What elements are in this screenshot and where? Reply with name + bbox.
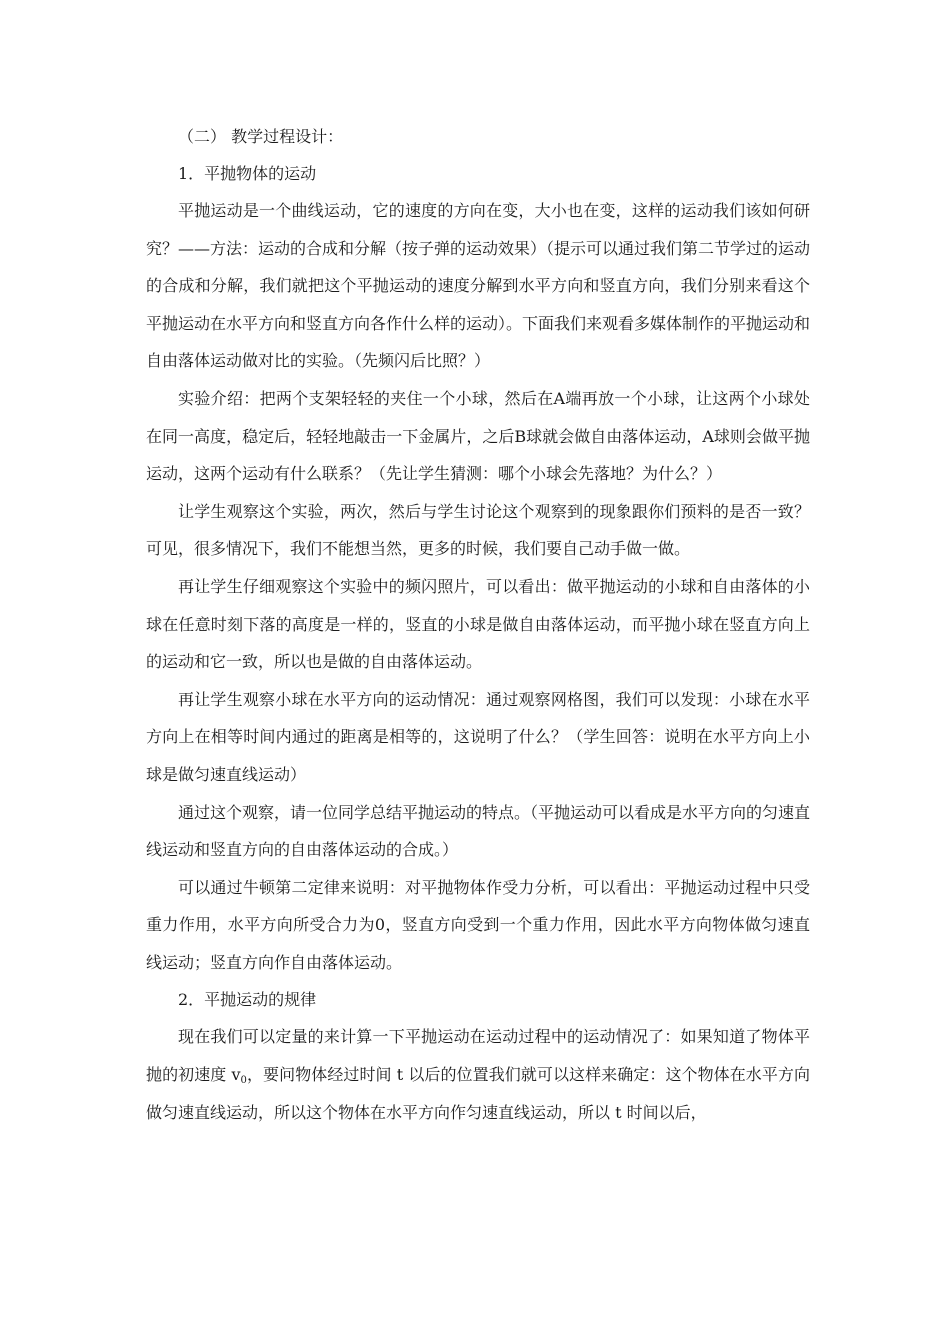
section-heading-design: （二） 教学过程设计： (178, 127, 344, 146)
paragraph-6: 通过这个观察，请一位同学总结平抛运动的特点。（平抛运动可以看成是水平方向的匀速直线运动和竖直方向的自由落体运动的合成。） (146, 802, 811, 860)
section-2-title: 2．平抛运动的规律 (178, 990, 317, 1010)
document-body (146, 118, 810, 1131)
paragraph-3: 让学生观察这个实验，两次，然后与学生讨论这个观察到的现象跟你们预料的是否一致？可见，很多情况下，我们不能想当然，更多的时候，我们要自己动手做一做。 (146, 501, 810, 559)
paragraph-8-end: ，要问物体经过时间 t 以后的位置我们就可以这样来确定：这个物体在水平方向做匀速直线运动，所以这个物体在水平方向作匀速直线运动，所以 t 时间以后， (146, 1065, 810, 1122)
paragraph-2: 实验介绍：把两个支架轻轻的夹住一个小球，然后在A端再放一个小球，让这两个小球处在同一高度，稳定后，轻轻地敲击一下金属片，之后B球就会做自由落体运动，A球则会做平抛运动，这两个运动有什么联系？（先让学生猜测：哪个小球会先落地？为什么？） (146, 388, 810, 484)
paragraph-1: 平抛运动是一个曲线运动，它的速度的方向在变，大小也在变，这样的运动我们该如何研究？——方法：运动的合成和分解（按子弹的运动效果）（提示可以通过我们第二节学过的运动的合成和分解，我们就把这个平抛运动的速度分解到水平方向和竖直方向，我们分别来看这个平抛运动在水平方向和竖直方向各作什么样的运动）。下面我们来观看多媒体制作的平抛运动和自由落体运动做对比的实验。（先频闪后比照？） (146, 201, 811, 371)
paragraph-7: 可以通过牛顿第二定律来说明：对平抛物体作受力分析，可以看出：平抛运动过程中只受重力作用，水平方向所受合力为0，竖直方向受到一个重力作用，因此水平方向物体做匀速直线运动；竖直方向作自由落体运动。 (146, 877, 810, 972)
paragraph-4: 再让学生仔细观察这个实验中的频闪照片，可以看出：做平抛运动的小球和自由落体的小球在任意时刻下落的高度是一样的，竖直的小球是做自由落体运动，而平抛小球在竖直方向上的运动和它一致，所以也是做的自由落体运动。 (146, 576, 810, 672)
section-1-title: 1．平抛物体的运动 (178, 164, 317, 183)
paragraph-8 (146, 1018, 810, 1131)
paragraph-8-start: 现在我们可以定量的来计算一下平抛运动在运动过程中的运动情况了：如果知道了物体平抛的初速度 v (146, 1027, 810, 1085)
paragraph-5: 再让学生观察小球在水平方向的运动情况：通过观察网格图，我们可以发现：小球在水平方向上在相等时间内通过的距离是相等的，这说明了什么？（学生回答：说明在水平方向上小球是做匀速直线运动） (146, 689, 810, 784)
initial-velocity-subscript: 0 (240, 1075, 247, 1087)
